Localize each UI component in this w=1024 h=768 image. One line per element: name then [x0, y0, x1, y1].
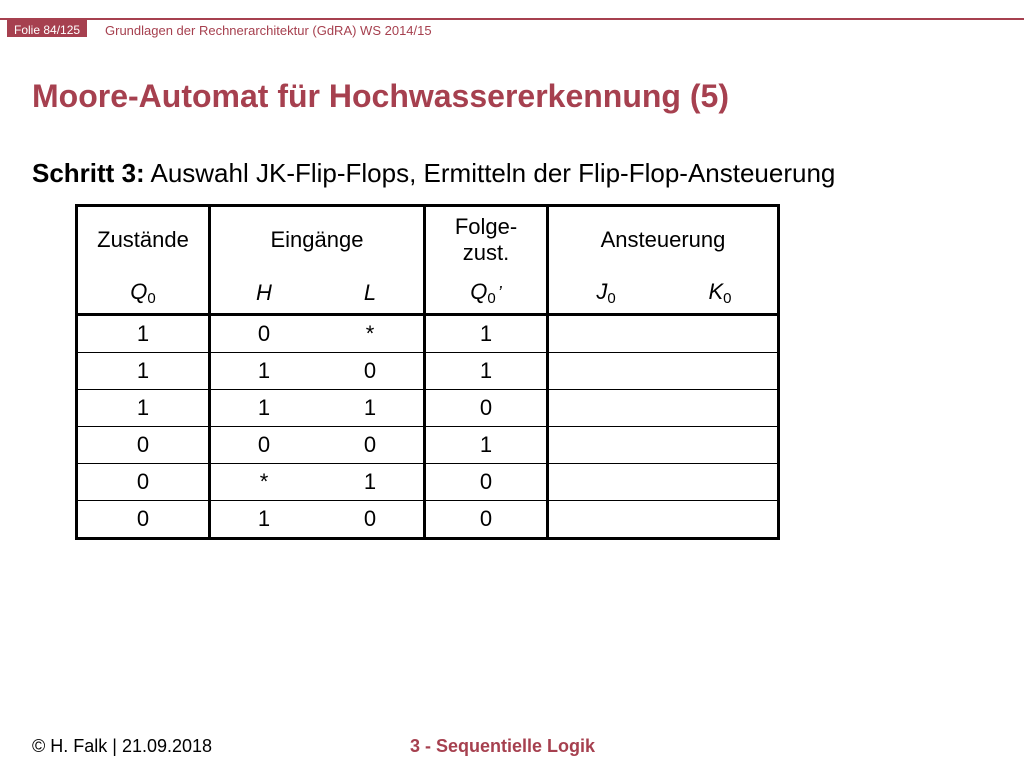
cell-k0	[663, 315, 779, 353]
cell-l: *	[317, 315, 425, 353]
cell-q0-next: 0	[425, 464, 548, 501]
group-header-row	[77, 206, 779, 274]
state-transition-table-container	[75, 204, 780, 540]
slide-title: Moore-Automat für Hochwassererkennung (5)	[32, 78, 729, 114]
slide-number-badge: Folie 84/125	[7, 20, 87, 37]
header-inputs: Eingänge	[210, 206, 425, 274]
header-rule	[0, 18, 1024, 20]
col-j0-base: J	[596, 279, 608, 304]
cell-q0: 1	[77, 315, 210, 353]
col-header-q0-next	[425, 273, 548, 315]
col-q0-next-prime: ’	[497, 283, 502, 303]
table-row	[77, 427, 779, 464]
header-next-state	[425, 206, 548, 274]
state-transition-table	[75, 204, 780, 540]
header-states: Zustände	[77, 206, 210, 274]
footer-author-date: © H. Falk | 21.09.2018	[32, 736, 213, 756]
cell-q0-next: 0	[425, 390, 548, 427]
table-row	[77, 390, 779, 427]
cell-j0	[548, 315, 664, 353]
header-control: Ansteuerung	[600, 227, 726, 252]
cell-j0	[548, 427, 664, 464]
table-row	[77, 353, 779, 390]
col-q0-sub: 0	[147, 290, 156, 307]
cell-h: 1	[210, 390, 318, 427]
cell-q0-next: 1	[425, 353, 548, 390]
cell-l: 1	[317, 464, 425, 501]
cell-l: 0	[317, 427, 425, 464]
step-description	[32, 158, 835, 189]
cell-h: 1	[210, 353, 318, 390]
col-header-h: H	[210, 273, 318, 315]
cell-q0: 0	[77, 427, 210, 464]
col-q0-next-base: Q	[470, 279, 488, 304]
cell-h: 1	[210, 501, 318, 539]
col-k0-sub: 0	[723, 290, 732, 307]
cell-q0: 0	[77, 464, 210, 501]
course-title: Grundlagen der Rechnerarchitektur (GdRA) WS 2014/15	[105, 23, 432, 38]
cell-j0	[548, 464, 664, 501]
footer-chapter: 3 - Sequentielle Logik	[410, 736, 596, 756]
cell-q0: 0	[77, 501, 210, 539]
step-text: Auswahl JK-Flip-Flops, Ermitteln der Flip-Flop-Ansteuerung	[144, 158, 836, 188]
cell-k0	[663, 427, 779, 464]
column-header-row	[77, 273, 779, 315]
cell-q0-next: 1	[425, 427, 548, 464]
cell-k0	[663, 501, 779, 539]
cell-j0	[548, 353, 664, 390]
step-label: Schritt 3:	[32, 158, 145, 188]
cell-k0	[663, 464, 779, 501]
table-row	[77, 501, 779, 539]
cell-h: *	[210, 464, 318, 501]
cell-h: 0	[257, 321, 271, 346]
table-row	[77, 464, 779, 501]
cell-l: 1	[317, 390, 425, 427]
cell-h: 0	[210, 427, 318, 464]
col-header-j0	[548, 273, 664, 315]
table-row	[77, 315, 779, 353]
header-next-state-line1: Folge-	[454, 214, 518, 239]
cell-k0	[663, 390, 779, 427]
col-header-q0	[77, 273, 210, 315]
cell-j0	[548, 501, 664, 539]
col-header-k0	[663, 273, 779, 315]
col-q0-next-sub: 0	[487, 290, 496, 307]
col-k0-base: K	[708, 279, 724, 304]
col-q0-base: Q	[130, 279, 148, 304]
col-header-l: L	[317, 273, 425, 315]
cell-k0	[663, 353, 779, 390]
header-next-state-line2: zust.	[462, 240, 510, 265]
cell-l: 0	[317, 353, 425, 390]
cell-q0: 1	[77, 390, 210, 427]
cell-q0-next: 1	[425, 315, 548, 353]
cell-q0: 1	[77, 353, 210, 390]
cell-l: 0	[317, 501, 425, 539]
cell-q0-next: 0	[425, 501, 548, 539]
cell-j0	[548, 390, 664, 427]
col-j0-sub: 0	[607, 290, 616, 307]
